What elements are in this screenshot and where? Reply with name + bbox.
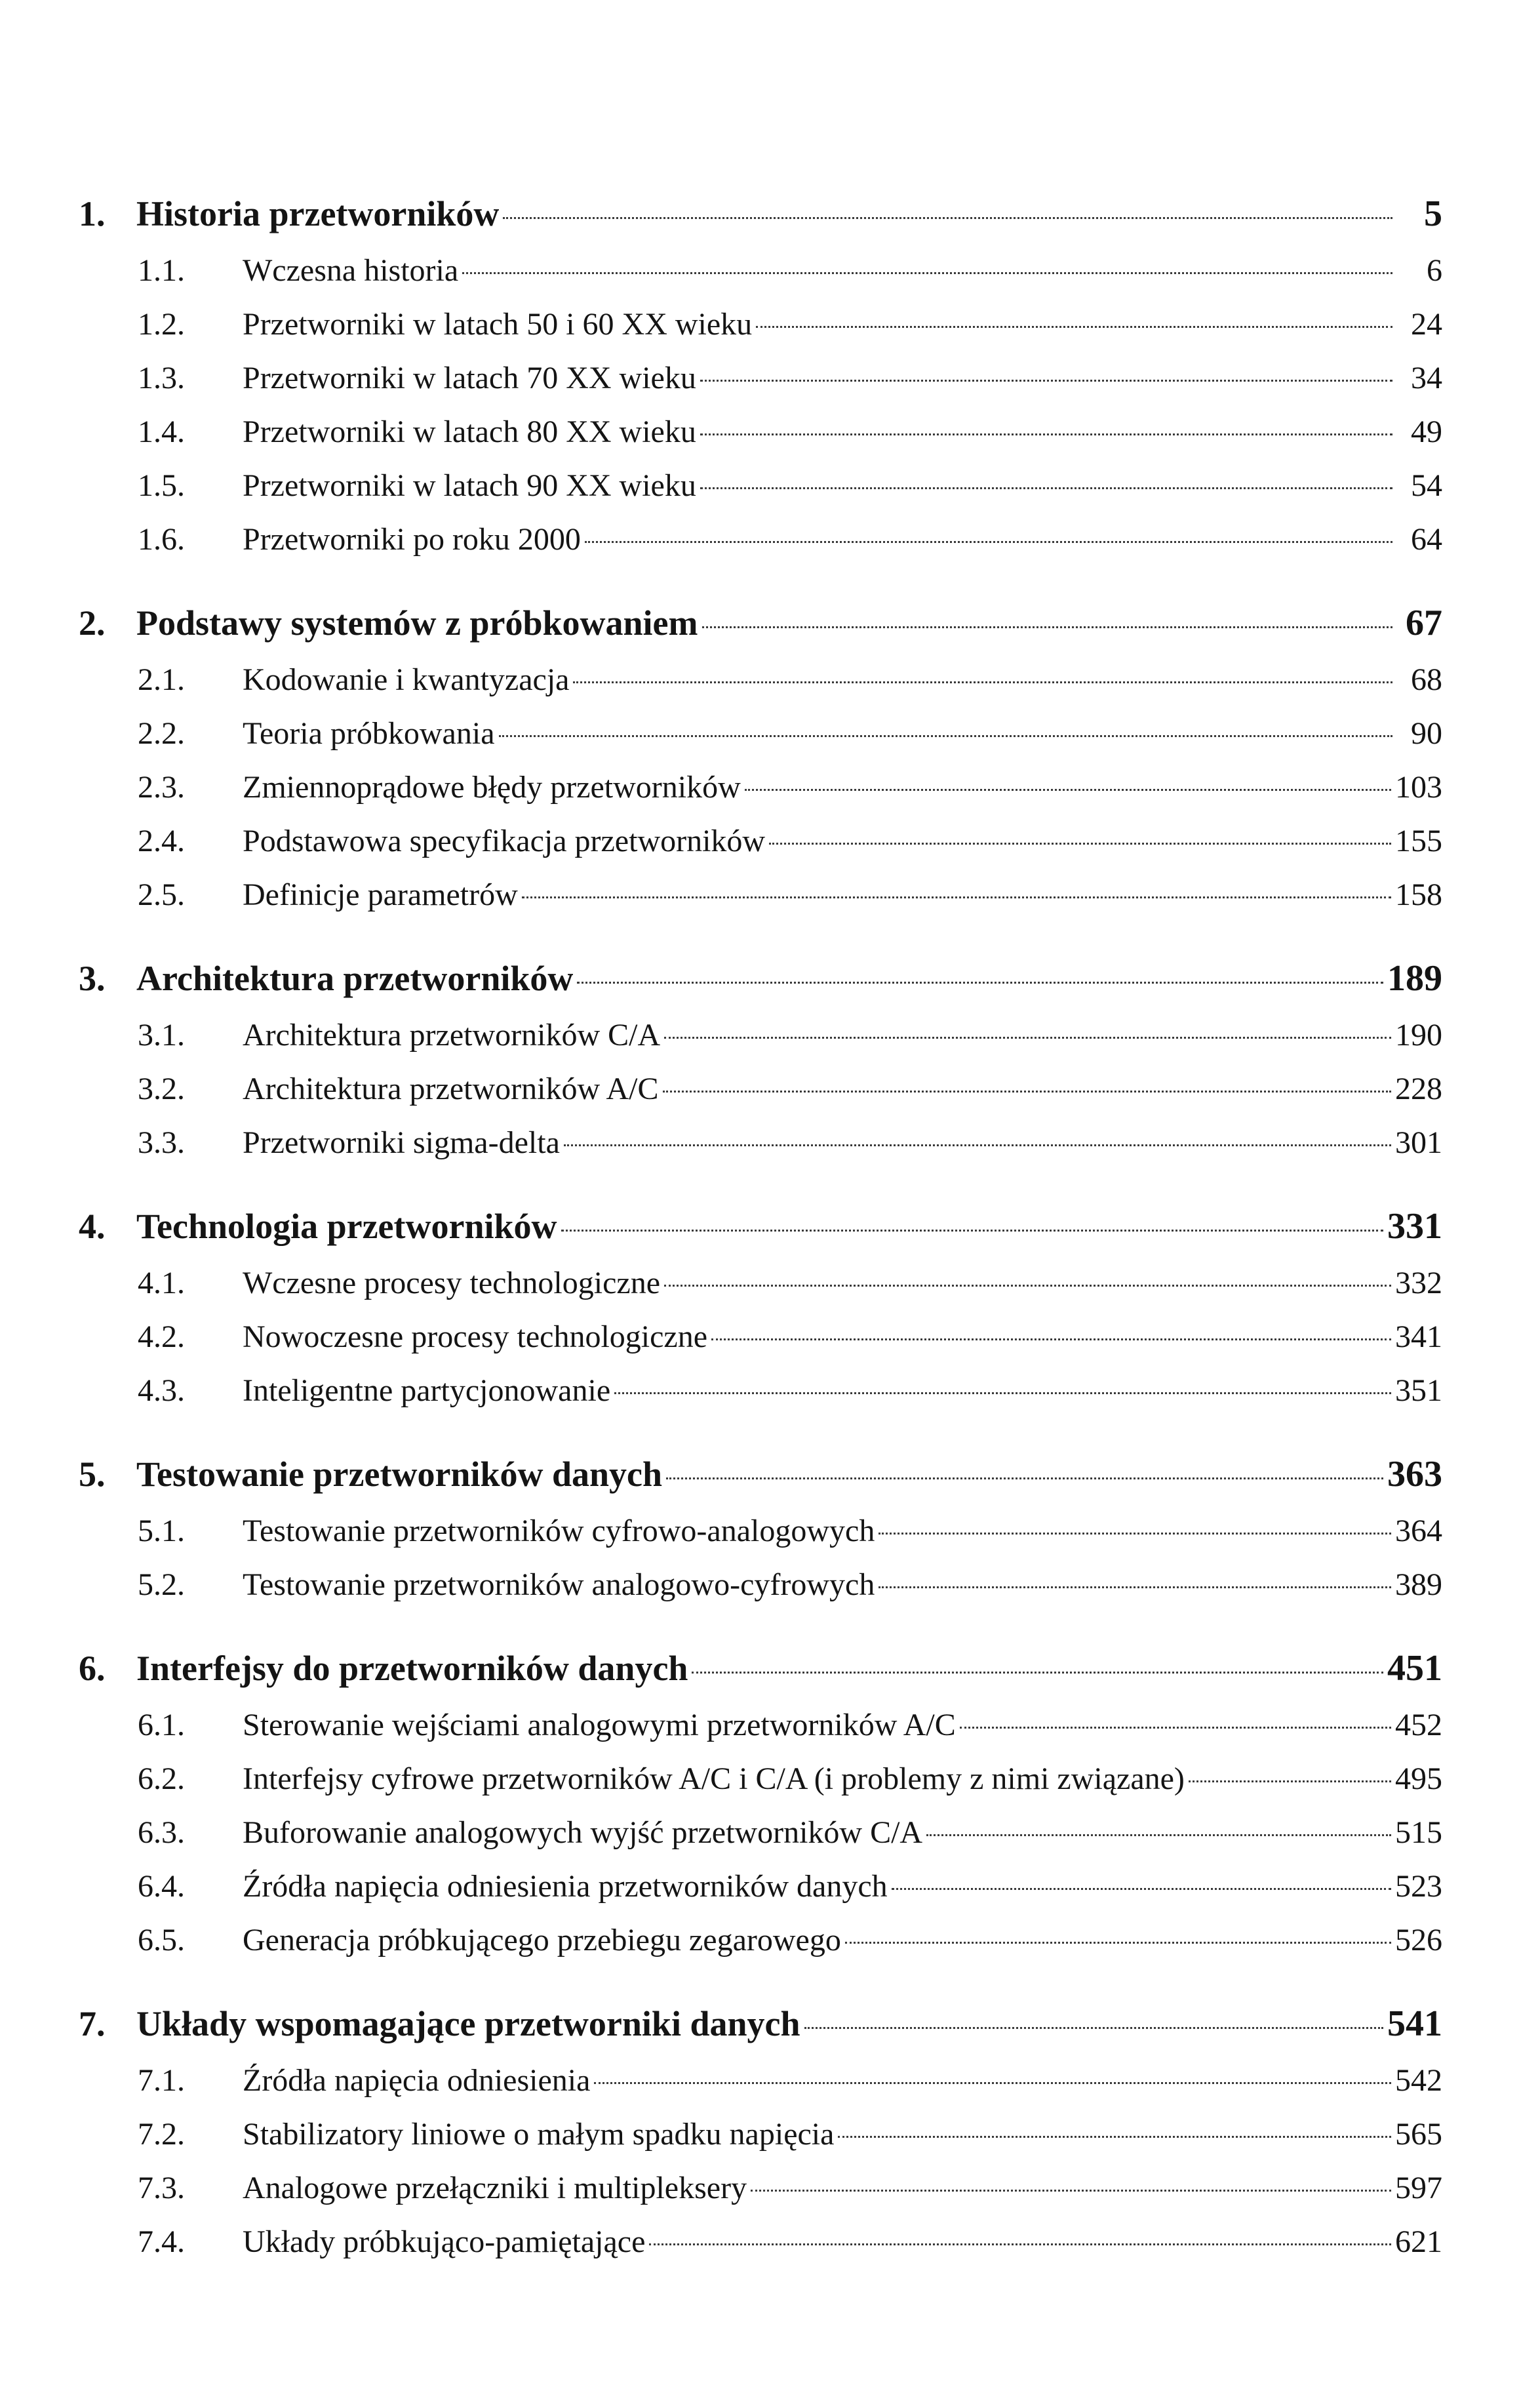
section-entry	[79, 405, 1442, 459]
chapter-title: Architektura przetworników	[136, 959, 574, 998]
dot-leader	[926, 1834, 1391, 1836]
section-title: Wczesna historia	[243, 253, 459, 288]
chapter-heading	[79, 184, 1442, 244]
section-number: 1.4.	[138, 414, 185, 449]
dot-leader	[702, 626, 1393, 628]
section-page-number: 389	[1395, 1567, 1442, 1602]
section-page-number: 155	[1395, 824, 1442, 858]
dot-leader	[692, 1672, 1383, 1674]
section-title: Źródła napięcia odniesienia przetworników danych	[243, 1869, 888, 1904]
section-page-number: 228	[1395, 1072, 1442, 1106]
section-number: 2.1.	[138, 662, 185, 697]
section-title: Testowanie przetworników cyfrowo-analogowych	[243, 1514, 875, 1548]
section-title: Architektura przetworników A/C	[243, 1072, 659, 1106]
dot-leader	[522, 896, 1391, 898]
toc-chapter	[79, 1638, 1442, 1967]
section-title: Przetworniki po roku 2000	[243, 522, 581, 557]
section-number: 1.2.	[138, 307, 185, 342]
section-number: 6.5.	[138, 1923, 185, 1957]
section-number: 2.4.	[138, 824, 185, 858]
dot-leader	[649, 2243, 1391, 2245]
section-title: Podstawowa specyfikacja przetworników	[243, 824, 766, 858]
dot-leader	[700, 433, 1392, 435]
section-page-number: 54	[1411, 468, 1442, 503]
dot-leader	[577, 982, 1383, 984]
section-title: Testowanie przetworników analogowo-cyfrowych	[243, 1567, 875, 1602]
section-entry	[79, 1310, 1442, 1364]
dot-leader	[892, 1888, 1391, 1890]
section-title: Teoria próbkowania	[243, 716, 495, 751]
section-page-number: 351	[1395, 1373, 1442, 1408]
toc-chapter	[79, 184, 1442, 567]
dot-leader	[614, 1392, 1391, 1394]
section-page-number: 332	[1395, 1266, 1442, 1300]
dot-leader	[745, 789, 1391, 791]
section-entry	[79, 761, 1442, 814]
section-page-number: 341	[1395, 1319, 1442, 1354]
section-title: Architektura przetworników C/A	[243, 1018, 661, 1053]
section-title: Buforowanie analogowych wyjść przetworników C/A	[243, 1815, 923, 1850]
chapter-heading	[79, 948, 1442, 1009]
dot-leader	[462, 272, 1392, 274]
section-page-number: 24	[1411, 307, 1442, 342]
section-title: Sterowanie wejściami analogowymi przetworników A/C	[243, 1708, 956, 1742]
section-entry	[79, 1860, 1442, 1914]
dot-leader	[561, 1230, 1383, 1232]
section-title: Inteligentne partycjonowanie	[243, 1373, 611, 1408]
chapter-number: 7.	[79, 2004, 106, 2043]
chapter-title: Technologia przetworników	[136, 1207, 557, 1246]
section-entry	[79, 1256, 1442, 1310]
section-page-number: 103	[1395, 770, 1442, 805]
section-entry	[79, 1364, 1442, 1418]
section-entry	[79, 298, 1442, 351]
section-page-number: 64	[1411, 522, 1442, 557]
section-number: 3.2.	[138, 1072, 185, 1106]
dot-leader	[769, 843, 1391, 845]
dot-leader	[756, 326, 1392, 328]
dot-leader	[594, 2082, 1391, 2084]
chapter-title: Interfejsy do przetworników danych	[136, 1649, 688, 1688]
section-page-number: 565	[1395, 2117, 1442, 2152]
section-number: 1.3.	[138, 361, 185, 395]
chapter-page-number: 189	[1387, 958, 1442, 999]
section-number: 5.1.	[138, 1514, 185, 1548]
section-page-number: 621	[1395, 2224, 1442, 2259]
section-entry	[79, 513, 1442, 567]
dot-leader	[879, 1533, 1391, 1535]
dot-leader	[700, 487, 1392, 489]
section-entry	[79, 1698, 1442, 1752]
section-title: Wczesne procesy technologiczne	[243, 1266, 661, 1300]
section-title: Nowoczesne procesy technologiczne	[243, 1319, 708, 1354]
section-title: Interfejsy cyfrowe przetworników A/C i C/A (i problemy z nimi związane)	[243, 1761, 1185, 1796]
dot-leader	[585, 541, 1392, 543]
section-number: 2.2.	[138, 716, 185, 751]
section-number: 7.1.	[138, 2063, 185, 2098]
chapter-number: 2.	[79, 603, 106, 643]
chapter-title: Historia przetworników	[136, 194, 500, 233]
chapter-title: Podstawy systemów z próbkowaniem	[136, 603, 698, 643]
section-entry	[79, 1752, 1442, 1806]
dot-leader	[1189, 1780, 1391, 1782]
section-page-number: 6	[1427, 253, 1442, 288]
chapter-heading	[79, 1994, 1442, 2054]
toc-chapter	[79, 593, 1442, 922]
section-page-number: 34	[1411, 361, 1442, 395]
section-page-number: 364	[1395, 1514, 1442, 1548]
section-number: 6.3.	[138, 1815, 185, 1850]
dot-leader	[664, 1037, 1391, 1039]
dot-leader	[960, 1727, 1391, 1729]
section-page-number: 515	[1395, 1815, 1442, 1850]
section-page-number: 495	[1395, 1761, 1442, 1796]
section-number: 7.2.	[138, 2117, 185, 2152]
section-number: 2.3.	[138, 770, 185, 805]
dot-leader	[700, 380, 1392, 382]
dot-leader	[573, 681, 1392, 683]
dot-leader	[751, 2190, 1391, 2192]
dot-leader	[879, 1586, 1391, 1588]
section-entry	[79, 1009, 1442, 1062]
chapter-heading	[79, 1638, 1442, 1698]
section-entry	[79, 1504, 1442, 1558]
section-title: Źródła napięcia odniesienia	[243, 2063, 591, 2098]
section-title: Przetworniki w latach 90 XX wieku	[243, 468, 696, 503]
section-number: 1.6.	[138, 522, 185, 557]
chapter-page-number: 451	[1387, 1648, 1442, 1689]
chapter-title: Układy wspomagające przetworniki danych	[136, 2004, 800, 2043]
section-title: Analogowe przełączniki i multipleksery	[243, 2171, 747, 2205]
section-title: Przetworniki w latach 70 XX wieku	[243, 361, 696, 395]
section-title: Definicje parametrów	[243, 877, 518, 912]
section-entry	[79, 244, 1442, 298]
chapter-title: Testowanie przetworników danych	[136, 1455, 663, 1494]
section-page-number: 523	[1395, 1869, 1442, 1904]
dot-leader	[838, 2136, 1391, 2138]
dot-leader	[666, 1477, 1383, 1479]
section-number: 6.2.	[138, 1761, 185, 1796]
section-entry	[79, 1914, 1442, 1967]
dot-leader	[503, 217, 1392, 219]
section-title: Przetworniki w latach 80 XX wieku	[243, 414, 696, 449]
section-number: 3.1.	[138, 1018, 185, 1053]
section-title: Przetworniki sigma-delta	[243, 1125, 560, 1160]
section-entry	[79, 707, 1442, 761]
dot-leader	[664, 1285, 1391, 1287]
section-page-number: 190	[1395, 1018, 1442, 1053]
section-title: Kodowanie i kwantyzacja	[243, 662, 570, 697]
toc-chapter	[79, 1444, 1442, 1612]
section-page-number: 542	[1395, 2063, 1442, 2098]
chapter-page-number: 331	[1387, 1206, 1442, 1247]
section-number: 1.1.	[138, 253, 185, 288]
chapter-number: 4.	[79, 1207, 106, 1246]
chapter-heading	[79, 1196, 1442, 1256]
chapter-page-number: 67	[1406, 603, 1442, 643]
section-entry	[79, 2161, 1442, 2215]
section-title: Przetworniki w latach 50 i 60 XX wieku	[243, 307, 753, 342]
toc-chapter	[79, 948, 1442, 1170]
section-number: 1.5.	[138, 468, 185, 503]
section-page-number: 68	[1411, 662, 1442, 697]
section-entry	[79, 1116, 1442, 1170]
section-entry	[79, 868, 1442, 922]
section-page-number: 301	[1395, 1125, 1442, 1160]
toc-chapter	[79, 1994, 1442, 2269]
dot-leader	[663, 1091, 1392, 1093]
section-page-number: 158	[1395, 877, 1442, 912]
table-of-contents	[79, 184, 1442, 2295]
section-entry	[79, 1558, 1442, 1612]
dot-leader	[845, 1942, 1391, 1944]
toc-chapter	[79, 1196, 1442, 1418]
section-number: 4.2.	[138, 1319, 185, 1354]
dot-leader	[499, 735, 1393, 737]
section-number: 6.4.	[138, 1869, 185, 1904]
section-entry	[79, 2054, 1442, 2108]
section-number: 6.1.	[138, 1708, 185, 1742]
section-page-number: 90	[1411, 716, 1442, 751]
section-number: 7.4.	[138, 2224, 185, 2259]
chapter-number: 6.	[79, 1649, 106, 1688]
section-entry	[79, 653, 1442, 707]
dot-leader	[564, 1144, 1391, 1146]
section-entry	[79, 1806, 1442, 1860]
section-page-number: 49	[1411, 414, 1442, 449]
chapter-heading	[79, 1444, 1442, 1504]
section-entry	[79, 351, 1442, 405]
section-number: 3.3.	[138, 1125, 185, 1160]
chapter-number: 5.	[79, 1455, 106, 1494]
section-entry	[79, 1062, 1442, 1116]
section-title: Stabilizatory liniowe o małym spadku napięcia	[243, 2117, 835, 2152]
section-title: Układy próbkująco-pamiętające	[243, 2224, 646, 2259]
section-page-number: 452	[1395, 1708, 1442, 1742]
section-title: Generacja próbkującego przebiegu zegarowego	[243, 1923, 841, 1957]
section-number: 5.2.	[138, 1567, 185, 1602]
chapter-number: 3.	[79, 959, 106, 998]
chapter-page-number: 541	[1387, 2003, 1442, 2044]
chapter-page-number: 5	[1424, 193, 1442, 234]
chapter-number: 1.	[79, 194, 106, 233]
section-entry	[79, 2108, 1442, 2161]
section-number: 2.5.	[138, 877, 185, 912]
section-page-number: 597	[1395, 2171, 1442, 2205]
dot-leader	[711, 1338, 1391, 1340]
dot-leader	[804, 2027, 1383, 2029]
section-page-number: 526	[1395, 1923, 1442, 1957]
section-entry	[79, 459, 1442, 513]
section-number: 7.3.	[138, 2171, 185, 2205]
section-number: 4.3.	[138, 1373, 185, 1408]
section-title: Zmiennoprądowe błędy przetworników	[243, 770, 741, 805]
section-number: 4.1.	[138, 1266, 185, 1300]
chapter-heading	[79, 593, 1442, 653]
section-entry	[79, 2215, 1442, 2269]
section-entry	[79, 814, 1442, 868]
chapter-page-number: 363	[1387, 1454, 1442, 1495]
